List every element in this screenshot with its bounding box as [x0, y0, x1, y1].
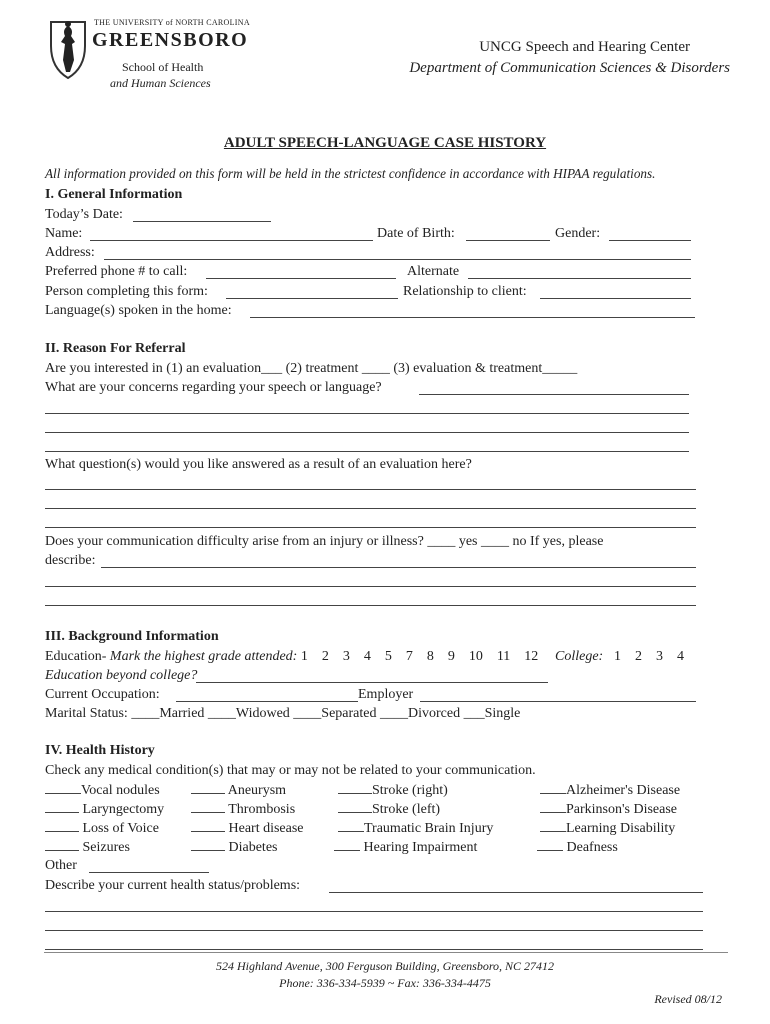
condition-item[interactable]: Seizures	[45, 838, 130, 857]
other-condition-label: Other	[45, 858, 77, 873]
questions-label: What question(s) would you like answered as a result of an evaluation here?	[45, 457, 472, 472]
confidentiality-notice: All information provided on this form will be held in the strictest confidence in accordance with HIPAA regulations.	[45, 166, 656, 181]
questions-line[interactable]	[45, 489, 696, 490]
concerns-line[interactable]	[45, 451, 689, 452]
occupation-field[interactable]	[176, 701, 358, 702]
condition-item[interactable]: Traumatic Brain Injury	[338, 819, 493, 838]
beyond-college-field[interactable]	[196, 682, 548, 683]
section-general-heading: I. General Information	[45, 187, 183, 202]
todays-date-label: Today’s Date:	[45, 207, 123, 222]
address-field[interactable]	[104, 259, 691, 260]
education-prompt: Mark the highest grade attended:	[109, 649, 298, 664]
footer-divider	[44, 952, 728, 953]
university-name-small: THE UNIVERSITY of NORTH CAROLINA	[94, 18, 250, 27]
describe-line[interactable]	[45, 586, 696, 587]
grade-options[interactable]: 1 2 3 4 5 7 8 9 10 11 12	[300, 649, 539, 664]
occupation-label: Current Occupation:	[45, 687, 160, 702]
footer-phone: Phone: 336-334-5939 ~ Fax: 336-334-4475	[279, 976, 491, 990]
other-condition-field[interactable]	[89, 872, 209, 873]
interest-question: Are you interested in (1) an evaluation___ (2) treatment ____ (3) evaluation & treatment_____	[45, 361, 578, 376]
gender-label: Gender:	[555, 226, 601, 241]
questions-line[interactable]	[45, 508, 696, 509]
university-name-big: GREENSBORO	[92, 29, 249, 51]
concerns-line[interactable]	[45, 413, 689, 414]
phone-label: Preferred phone # to call:	[45, 264, 188, 279]
health-status-line[interactable]	[45, 930, 703, 931]
condition-item[interactable]: Hearing Impairment	[334, 838, 477, 857]
college-label: College:	[555, 649, 604, 664]
education-label: Education-	[45, 649, 107, 664]
form-title: ADULT SPEECH-LANGUAGE CASE HISTORY	[223, 135, 547, 151]
concerns-line[interactable]	[45, 432, 689, 433]
phone-field[interactable]	[206, 278, 396, 279]
logo	[44, 14, 254, 90]
center-name: UNCG Speech and Hearing Center	[479, 39, 690, 55]
health-status-line[interactable]	[45, 911, 703, 912]
marital-status-row[interactable]: Marital Status: ____Married ____Widowed ____Separated ____Divorced ___Single	[45, 706, 521, 721]
questions-line[interactable]	[45, 527, 696, 528]
relationship-label: Relationship to client:	[403, 284, 527, 299]
condition-item[interactable]: Stroke (left)	[338, 800, 440, 819]
school-name-line1: School of Health	[122, 60, 204, 74]
todays-date-field[interactable]	[133, 221, 271, 222]
health-status-label: Describe your current health status/problems:	[45, 878, 301, 893]
department-name: Department of Communication Sciences & Disorders	[409, 60, 730, 76]
injury-question: Does your communication difficulty arise from an injury or illness? ____ yes ____ no If yes, please	[45, 534, 604, 549]
condition-item[interactable]: Deafness	[537, 838, 618, 857]
person-completing-label: Person completing this form:	[45, 284, 208, 299]
health-instructions: Check any medical condition(s) that may or may not be related to your communication.	[45, 763, 536, 778]
health-status-field[interactable]	[329, 892, 703, 893]
name-field[interactable]	[90, 240, 373, 241]
employer-label: Employer	[358, 687, 414, 702]
section-referral-heading: II. Reason For Referral	[45, 341, 186, 356]
condition-item[interactable]: Learning Disability	[540, 819, 675, 838]
section-background-heading: III. Background Information	[45, 629, 219, 644]
condition-item[interactable]: Parkinson's Disease	[540, 800, 677, 819]
footer-address: 524 Highland Avenue, 300 Ferguson Building, Greensboro, NC 27412	[215, 959, 555, 973]
alternate-phone-label: Alternate	[407, 264, 460, 279]
university-seal-icon	[48, 16, 88, 80]
person-completing-field[interactable]	[226, 298, 398, 299]
condition-item[interactable]: Thrombosis	[191, 800, 295, 819]
condition-item[interactable]: Stroke (right)	[338, 781, 448, 800]
college-options[interactable]: 1 2 3 4	[614, 649, 684, 664]
languages-field[interactable]	[250, 317, 695, 318]
concerns-label: What are your concerns regarding your speech or language?	[45, 380, 382, 395]
relationship-field[interactable]	[540, 298, 691, 299]
school-name-line2: and Human Sciences	[110, 76, 211, 90]
condition-item[interactable]: Loss of Voice	[45, 819, 159, 838]
condition-item[interactable]: Diabetes	[191, 838, 277, 857]
health-status-line[interactable]	[45, 949, 703, 950]
revised-date: Revised 08/12	[654, 992, 722, 1006]
describe-label: describe:	[45, 553, 96, 568]
dob-field[interactable]	[466, 240, 550, 241]
dob-label: Date of Birth:	[377, 226, 455, 241]
address-label: Address:	[45, 245, 95, 260]
describe-field[interactable]	[101, 567, 696, 568]
section-health-heading: IV. Health History	[45, 743, 155, 758]
concerns-field[interactable]	[419, 394, 689, 395]
name-label: Name:	[45, 226, 83, 241]
condition-item[interactable]: Vocal nodules	[45, 781, 160, 800]
gender-field[interactable]	[609, 240, 691, 241]
employer-field[interactable]	[420, 701, 696, 702]
languages-label: Language(s) spoken in the home:	[45, 303, 232, 318]
education-row	[45, 648, 538, 666]
condition-item[interactable]: Heart disease	[191, 819, 304, 838]
condition-item[interactable]: Laryngectomy	[45, 800, 164, 819]
alternate-phone-field[interactable]	[468, 278, 691, 279]
describe-line[interactable]	[45, 605, 696, 606]
condition-item[interactable]: Alzheimer's Disease	[540, 781, 680, 800]
condition-item[interactable]: Aneurysm	[191, 781, 286, 800]
beyond-college-label: Education beyond college?	[45, 668, 198, 683]
